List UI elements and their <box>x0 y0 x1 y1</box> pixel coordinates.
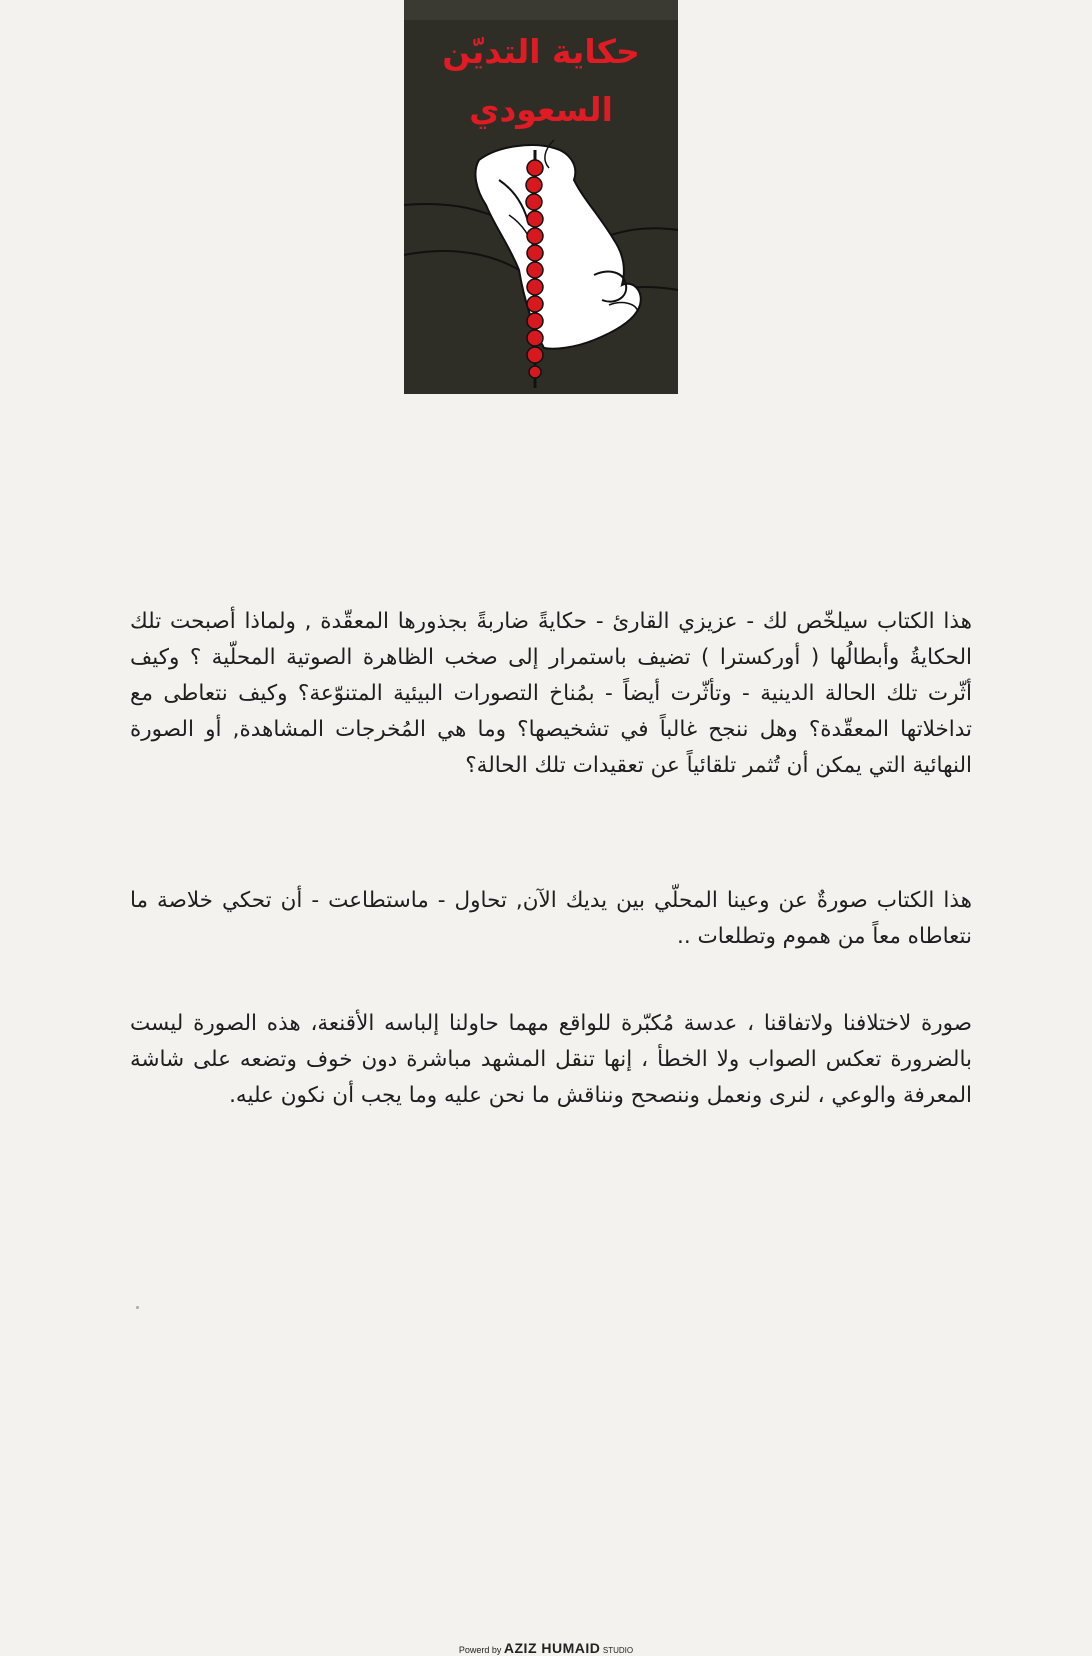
hand-shape <box>475 145 640 349</box>
book-cover-thumbnail <box>404 0 678 394</box>
paper-speck <box>136 1306 139 1309</box>
blurb-paragraph-2: هذا الكتاب صورةٌ عن وعينا المحلّي بين يديك الآن, تحاول - ماستطاعت - أن تحكي خلاصة ما نتعاطاه معاً من هموم وتطلعات .. <box>130 888 972 949</box>
hand-with-prayer-beads-illustration <box>404 0 678 394</box>
cover-title-line-2: السعودي <box>469 90 613 129</box>
cover-title-line-1: حكاية التديّن <box>442 32 640 71</box>
blurb-paragraph-3: صورة لاختلافنا ولاتفاقنا ، عدسة مُكبّرة للواقع مهما حاولنا إلباسه الأقنعة، هذه الصورة ليست بالضرورة تعكس الصواب ولا الخطأ ، إنها تنقل المشهد مباشرة دون خوف وتضعه على شاشة المعرفة والوعي ، لنرى ونعمل وننصحح ونناقش ما نحن عليه وما يجب أن نكون عليه. <box>130 1011 972 1108</box>
footer-studio: STUDIO <box>602 1646 634 1655</box>
footer-credit <box>0 1640 1092 1656</box>
blurb-paragraph-1: هذا الكتاب سيلخّص لك - عزيزي القارئ - حكايةً ضاربةً بجذورها المعقّدة , ولماذا أصبحت تلك الحكايةُ وأبطالُها ( أوركسترا ) تضيف باستمرار إلى صخب الظاهرة الصوتية المحلّية ؟ وكيف أثّرت تلك الحالة الدينية - وتأثّرت أيضاً - بمُناخ التصورات البيئية المتنوّعة؟ وكيف نتعاطى مع تداخلاتها المعقّدة؟ وهل ننجح غالباً في تشخيصها؟ وما هي المُخرجات المشاهدة, أو الصورة النهائية التي يمكن أن تُثمر تلقائياً عن تعقيدات تلك الحالة؟ <box>130 609 972 778</box>
footer-brand: AZIZ HUMAID <box>503 1640 601 1656</box>
footer-powered-by: Powerd by <box>458 1645 502 1655</box>
